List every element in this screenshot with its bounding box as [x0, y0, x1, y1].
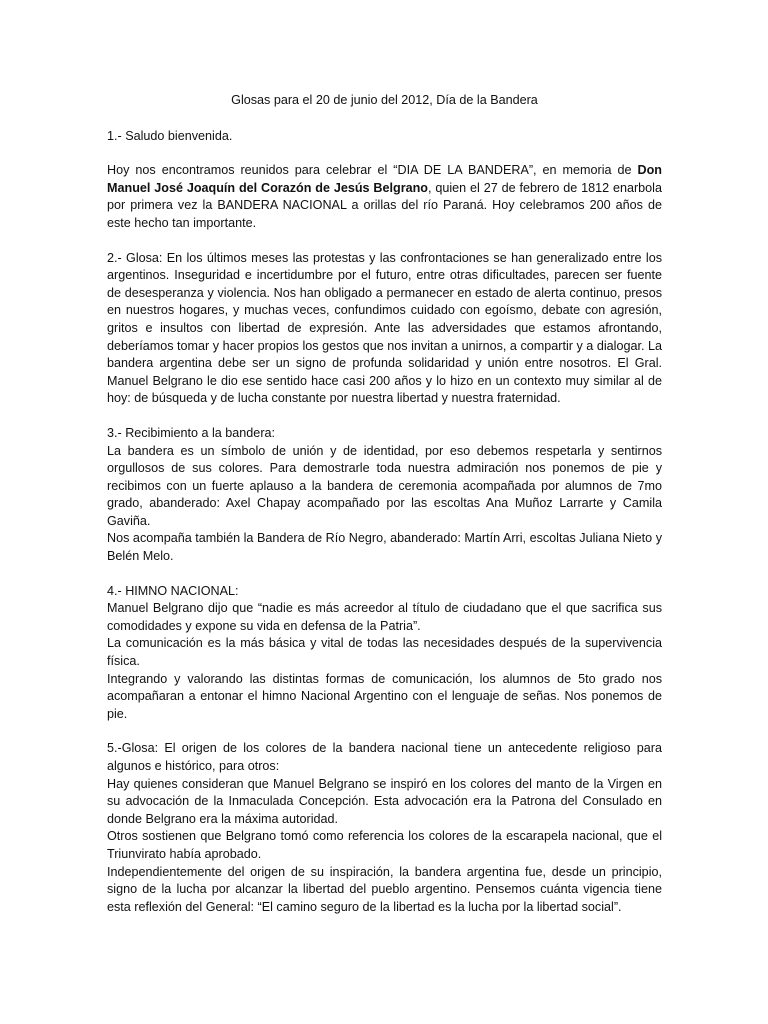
section-recibimiento [107, 425, 662, 566]
section-heading-himno: 4.- HIMNO NACIONAL: [107, 583, 239, 598]
section-intro [107, 162, 662, 232]
glosa-5-paragraph-3: Otros sostienen que Belgrano tomó como referencia los colores de la escarapela nacional, que el Triunvirato había aprobado. [107, 829, 662, 861]
intro-paragraph [107, 162, 662, 232]
himno-paragraph-3: Integrando y valorando las distintas formas de comunicación, los alumnos de 5to grado nos acompañaran a entonar el himno Nacional Argentino con el lenguaje de señas. Nos ponemos de pie. [107, 671, 662, 721]
glosa-5-paragraph-1: 5.-Glosa: El origen de los colores de la bandera nacional tiene un antecedente religioso para algunos e histórico, para otros: [107, 741, 662, 773]
himno-paragraph-2: La comunicación es la más básica y vital de todas las necesidades después de la supervivencia física. [107, 636, 662, 669]
section-saludo [107, 128, 662, 146]
section-heading-recibimiento: 3.- Recibimiento a la bandera: [107, 425, 276, 440]
section-glosa-2 [107, 250, 662, 408]
document-title: Glosas para el 20 de junio del 2012, Día de la Bandera [231, 93, 538, 107]
himno-paragraph-1: Manuel Belgrano dijo que “nadie es más acreedor al título de ciudadano que el que sacrifica sus comodidades y expone su vida en defensa de la Patria”. [107, 601, 662, 633]
section-himno [107, 583, 662, 724]
recibimiento-paragraph-2: Nos acompaña también la Bandera de Río Negro, abanderado: Martín Arri, escoltas Juliana Nieto y Belén Melo. [107, 531, 662, 564]
glosa-2-paragraph: 2.- Glosa: En los últimos meses las protestas y las confrontaciones se han generalizado entre los argentinos. Inseguridad e incertidumbre por el futuro, entre otras dificultades, parecen ser fuente de desesperanza y violencia. Nos han obligado a permanecer en estado de alerta continuo, presos en nuestros hogares, y muchas veces, confundimos cuidado con egoísmo, debate con agresión, gritos e insultos con libertad de expresión. Ante las adversidades que estamos afrontando, deberíamos tomar y hacer propios los gestos que nos invitan a unirnos, a compartir y a dialogar. La bandera argentina debe ser un signo de profunda solidaridad y unión entre nosotros. El Gral. Manuel Belgrano le dio ese sentido hace casi 200 años y lo hizo en un contexto muy similar al de hoy: de búsqueda y de lucha constante por nuestra libertad y nuestra fraternidad. [107, 250, 662, 406]
recibimiento-paragraph-1: La bandera es un símbolo de unión y de identidad, por eso debemos respetarla y sentirnos orgullosos de sus colores. Para demostrarle toda nuestra admiración nos ponemos de pie y recibimos con un fuerte aplauso a la bandera de ceremonia acompañada por alumnos de 7mo grado, abanderado: Axel Chapay acompañado por las escoltas Ana Muñoz Larrarte y Camila Gaviña. [107, 443, 662, 528]
intro-bold-name: Don Manuel José Joaquín del Corazón de Jesús Belgrano [107, 163, 662, 195]
intro-text-after: , quien el 27 de febrero de 1812 enarbola por primera vez la BANDERA NACIONAL a orillas del río Paraná. Hoy celebramos 200 años de este hecho tan importante. [107, 180, 662, 230]
glosa-5-paragraph-4: Independientemente del origen de su inspiración, la bandera argentina fue, desde un principio, signo de la lucha por alcanzar la libertad del pueblo argentino. Pensemos cuánta vigencia tiene esta reflexión del General: “El camino seguro de la libertad es la lucha por la libertad social”. [107, 864, 662, 914]
section-heading-saludo: 1.- Saludo bienvenida. [107, 128, 233, 143]
document-page [107, 92, 662, 933]
section-glosa-5 [107, 740, 662, 916]
intro-text-before: Hoy nos encontramos reunidos para celebrar el “DIA DE LA BANDERA”, en memoria de [107, 163, 638, 178]
glosa-5-paragraph-2: Hay quienes consideran que Manuel Belgrano se inspiró en los colores del manto de la Virgen en su advocación de la Inmaculada Concepción. Esta advocación era la Patrona del Consulado en donde Belgrano era la máxima autoridad. [107, 776, 662, 826]
